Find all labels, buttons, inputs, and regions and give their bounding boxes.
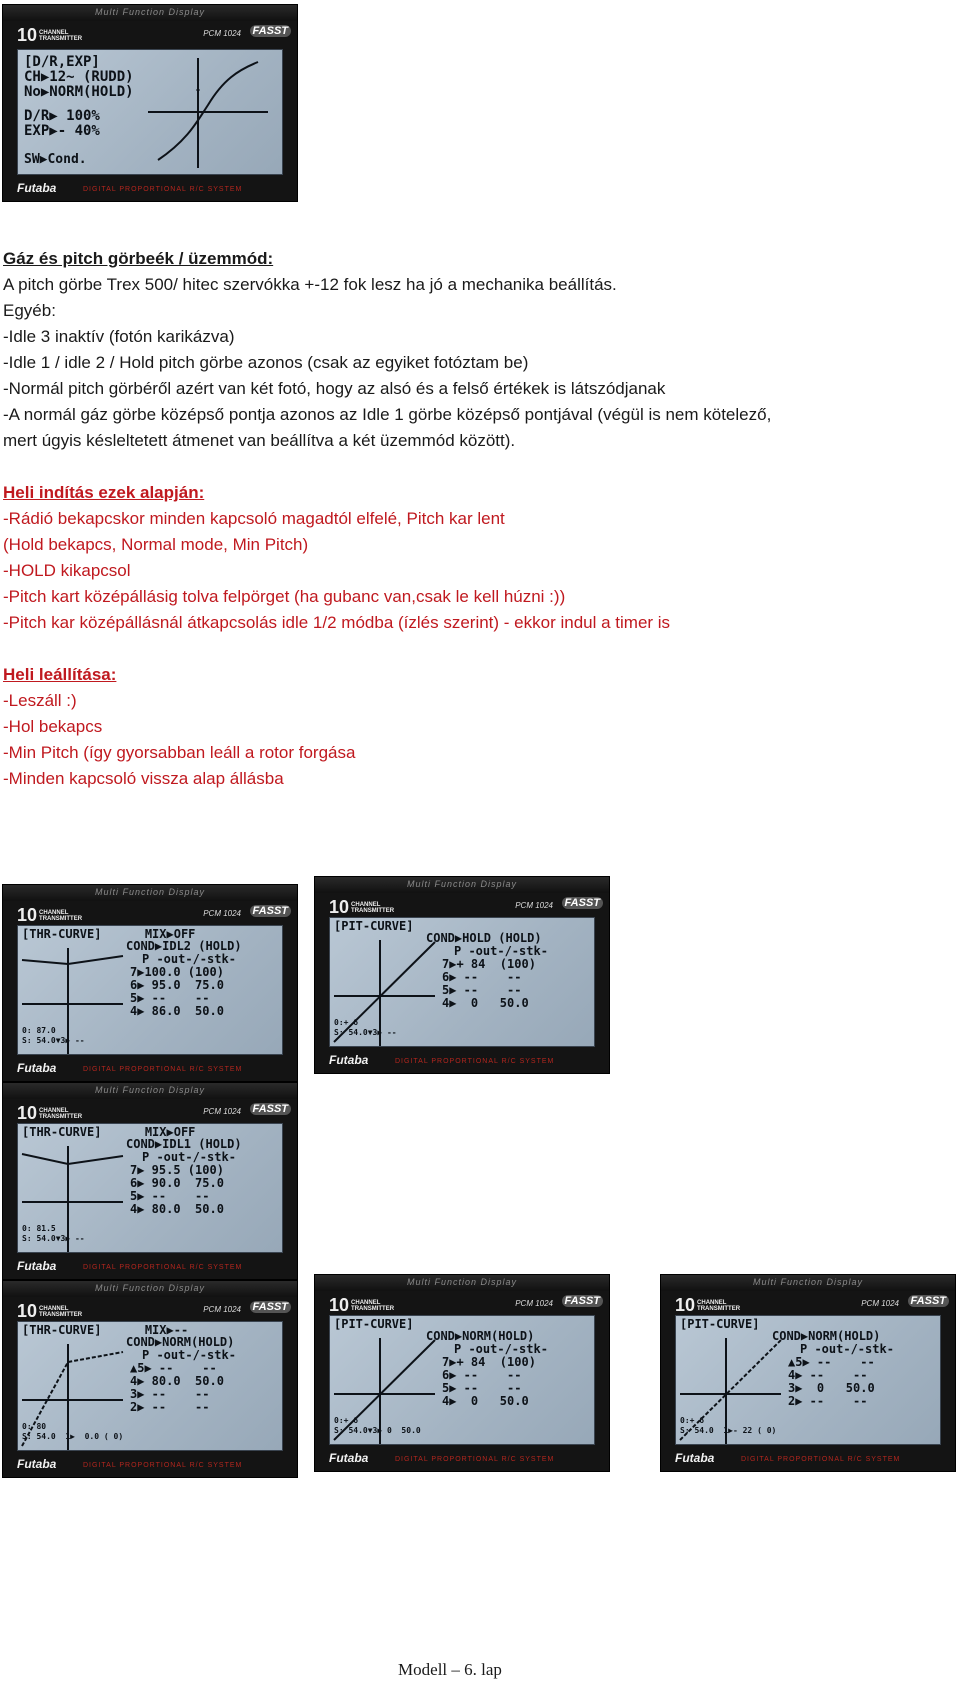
pcm-label: PCM 1024 bbox=[203, 909, 241, 918]
bezel bbox=[661, 1275, 955, 1291]
channel-badge bbox=[329, 897, 401, 918]
lcd-screen bbox=[675, 1315, 941, 1445]
lcd-line: COND▶NORM(HOLD) bbox=[126, 1335, 235, 1349]
paragraph: -Idle 1 / idle 2 / Hold pitch görbe azonos (csak az egyiket fotóztam be) bbox=[3, 353, 529, 372]
lcd-line: COND▶HOLD (HOLD) bbox=[426, 931, 542, 945]
pcm-label: PCM 1024 bbox=[861, 1299, 899, 1308]
channel-sub: CHANNEL TRANSMITTER bbox=[351, 1300, 395, 1313]
futaba-logo: Futaba bbox=[17, 1259, 57, 1273]
lcd-line: 5▶ -- -- bbox=[442, 1381, 522, 1395]
lcd-line: 7▶100.0 (100) bbox=[130, 965, 224, 979]
stop-step: -Min Pitch (így gyorsabban leáll a rotor forgása bbox=[3, 743, 356, 762]
brand-tag: DIGITAL PROPORTIONAL R/C SYSTEM bbox=[83, 1264, 243, 1271]
channel-badge bbox=[675, 1295, 747, 1316]
lcd-line: COND▶IDL1 (HOLD) bbox=[126, 1137, 242, 1151]
fasst-logo: FASST bbox=[908, 1295, 949, 1307]
lcd-line: [THR-CURVE] MIX▶OFF bbox=[22, 927, 196, 941]
photo-pit-curve-norm-upper bbox=[314, 1274, 610, 1472]
fasst-logo: FASST bbox=[250, 905, 291, 917]
channel-number: 10 bbox=[329, 897, 350, 917]
photo-dr-exp bbox=[2, 4, 298, 202]
lcd-screen bbox=[329, 917, 595, 1047]
lcd-line: P -out-/-stk- bbox=[454, 944, 548, 958]
lcd-line: 4▶ 0 50.0 bbox=[442, 996, 529, 1010]
photo-thr-curve-idl2 bbox=[2, 884, 298, 1082]
lcd-line: [PIT-CURVE] bbox=[334, 1317, 414, 1331]
lcd-line: 6▶ 90.0 75.0 bbox=[130, 1176, 224, 1190]
lcd-screen bbox=[17, 925, 283, 1055]
fasst-logo: FASST bbox=[250, 1103, 291, 1115]
page-number: Modell – 6. lap bbox=[398, 1660, 502, 1679]
lcd-line: 7▶ 95.5 (100) bbox=[130, 1163, 224, 1177]
lcd-line: COND▶IDL2 (HOLD) bbox=[126, 939, 242, 953]
lcd-line: 5▶ -- -- bbox=[130, 991, 210, 1005]
bezel bbox=[3, 1281, 297, 1297]
lcd-line: S: 54.0 1▶ 0.0 ( 0) bbox=[22, 1432, 124, 1441]
lcd-line: 0:+ 6 bbox=[334, 1416, 359, 1425]
channel-number: 10 bbox=[329, 1295, 350, 1315]
lcd-line: S: 54.0 1▶- 22 ( 0) bbox=[680, 1426, 777, 1435]
channel-sub: CHANNEL TRANSMITTER bbox=[39, 1306, 83, 1319]
lcd-line: 4▶ 80.0 50.0 bbox=[130, 1202, 224, 1216]
paragraph: -A normál gáz görbe középső pontja azonos az Idle 1 görbe középső pontjával (végül is nem kötelező, bbox=[3, 405, 772, 424]
lcd-line: P -out-/-stk- bbox=[800, 1342, 894, 1356]
heading-start: Heli indítás ezek alapján: bbox=[3, 483, 205, 502]
lcd-line: 4▶ 80.0 50.0 bbox=[130, 1374, 224, 1388]
lcd-line: SW▶Cond. bbox=[24, 152, 87, 167]
bezel bbox=[3, 885, 297, 901]
lcd-line: 6▶ -- -- bbox=[442, 1368, 522, 1382]
paragraph: -Idle 3 inaktív (fotón karikázva) bbox=[3, 327, 235, 346]
bezel-label: Multi Function Display bbox=[94, 1085, 206, 1095]
lcd-screen bbox=[17, 1321, 283, 1451]
lcd-line: [PIT-CURVE] bbox=[680, 1317, 760, 1331]
lcd-line: 3▶ -- -- bbox=[130, 1387, 210, 1401]
lcd-line: 0: 87.0 bbox=[22, 1026, 56, 1035]
channel-badge bbox=[17, 1301, 89, 1322]
lcd-line: P -out-/-stk- bbox=[454, 1342, 548, 1356]
lcd-line: 6▶ 95.0 75.0 bbox=[130, 978, 224, 992]
pcm-label: PCM 1024 bbox=[203, 1107, 241, 1116]
futaba-logo: Futaba bbox=[17, 181, 57, 195]
channel-number: 10 bbox=[17, 1103, 38, 1123]
bezel-label: Multi Function Display bbox=[406, 1277, 518, 1287]
lcd-line: S: 54.0▼3▶ -- bbox=[22, 1234, 85, 1243]
channel-sub: CHANNEL TRANSMITTER bbox=[39, 910, 83, 923]
lcd-line: S: 54.0▼3▶ -- bbox=[334, 1028, 397, 1037]
lcd-line: S: 54.0▼3▶ 0 50.0 bbox=[334, 1426, 421, 1435]
lcd-screen bbox=[17, 1123, 283, 1253]
photo-thr-curve-norm bbox=[2, 1280, 298, 1478]
brand-tag: DIGITAL PROPORTIONAL R/C SYSTEM bbox=[395, 1058, 555, 1065]
lcd-line: 2▶ -- -- bbox=[788, 1394, 868, 1408]
lcd-line: P -out-/-stk- bbox=[142, 952, 236, 966]
heading-stop: Heli leállítása: bbox=[3, 665, 117, 684]
channel-sub: CHANNEL TRANSMITTER bbox=[351, 902, 395, 915]
stop-step: -Hol bekapcs bbox=[3, 717, 103, 736]
futaba-logo: Futaba bbox=[329, 1451, 369, 1465]
lcd-line: [PIT-CURVE] bbox=[334, 919, 414, 933]
lcd-line: ▲5▶ -- -- bbox=[788, 1355, 875, 1369]
start-step: -HOLD kikapcsol bbox=[3, 561, 131, 580]
paragraph: -Normál pitch görbéről azért van két fotó, hogy az alsó és a felső értékek is látszódjanak bbox=[3, 379, 666, 398]
lcd-line: S: 54.0▼3▶ -- bbox=[22, 1036, 85, 1045]
channel-badge bbox=[17, 25, 89, 46]
lcd-line: 2▶ -- -- bbox=[130, 1400, 210, 1414]
channel-number: 10 bbox=[675, 1295, 696, 1315]
lcd-line: [THR-CURVE] MIX▶-- bbox=[22, 1323, 189, 1337]
pcm-label: PCM 1024 bbox=[203, 29, 241, 38]
start-step: -Pitch kart középállásig tolva felpörget (ha gubanc van,csak le kell húzni :)) bbox=[3, 587, 566, 606]
paragraph: A pitch görbe Trex 500/ hitec szervókka +-12 fok lesz ha jó a mechanika beállítás. bbox=[3, 275, 617, 294]
brand-tag: DIGITAL PROPORTIONAL R/C SYSTEM bbox=[395, 1456, 555, 1463]
lcd-line: [D/R,EXP] bbox=[24, 54, 100, 70]
bezel-label: Multi Function Display bbox=[94, 7, 206, 17]
lcd-line: 7▶+ 84 (100) bbox=[442, 1355, 536, 1369]
lcd-line: 3▶ 0 50.0 bbox=[788, 1381, 875, 1395]
channel-sub: CHANNEL TRANSMITTER bbox=[39, 1108, 83, 1121]
lcd-line: 5▶ -- -- bbox=[442, 983, 522, 997]
lcd-line: [THR-CURVE] MIX▶OFF bbox=[22, 1125, 196, 1139]
page-footer bbox=[0, 1660, 960, 1680]
channel-badge bbox=[17, 905, 89, 926]
bezel-label: Multi Function Display bbox=[94, 1283, 206, 1293]
bezel bbox=[3, 1083, 297, 1099]
fasst-logo: FASST bbox=[250, 1301, 291, 1313]
bezel bbox=[315, 1275, 609, 1291]
channel-sub: CHANNEL TRANSMITTER bbox=[39, 30, 83, 43]
paragraph: mert úgyis késleltetett átmenet van beállítva a két üzemmód között). bbox=[3, 431, 516, 450]
heading-curves: Gáz és pitch görbeék / üzemmód: bbox=[3, 249, 274, 268]
lcd-line: 5▶ -- -- bbox=[130, 1189, 210, 1203]
lcd-line: 6▶ -- -- bbox=[442, 970, 522, 984]
photo-thr-curve-idl1 bbox=[2, 1082, 298, 1280]
channel-badge bbox=[17, 1103, 89, 1124]
lcd-line: 0: 81.5 bbox=[22, 1224, 56, 1233]
pcm-label: PCM 1024 bbox=[203, 1305, 241, 1314]
lcd-line: 4▶ 86.0 50.0 bbox=[130, 1004, 224, 1018]
brand-tag: DIGITAL PROPORTIONAL R/C SYSTEM bbox=[83, 1462, 243, 1469]
bezel-label: Multi Function Display bbox=[752, 1277, 864, 1287]
bezel bbox=[315, 877, 609, 893]
lcd-line: P -out-/-stk- bbox=[142, 1348, 236, 1362]
lcd-line: 7▶+ 84 (100) bbox=[442, 957, 536, 971]
brand-tag: DIGITAL PROPORTIONAL R/C SYSTEM bbox=[83, 1066, 243, 1073]
lcd-line: 0: 80 bbox=[22, 1422, 47, 1431]
lcd-line: 4▶ -- -- bbox=[788, 1368, 868, 1382]
lcd-line: No▶NORM(HOLD) bbox=[24, 84, 134, 100]
lcd-line: COND▶NORM(HOLD) bbox=[426, 1329, 535, 1343]
brand-tag: DIGITAL PROPORTIONAL R/C SYSTEM bbox=[83, 186, 243, 193]
lcd-line: ▲5▶ -- -- bbox=[130, 1361, 217, 1375]
stop-step: -Leszáll :) bbox=[3, 691, 77, 710]
channel-number: 10 bbox=[17, 1301, 38, 1321]
lcd-line: CH▶12̴ (RUDD) bbox=[24, 69, 134, 85]
start-step: -Rádió bekapcskor minden kapcsoló magadtól elfelé, Pitch kar lent bbox=[3, 509, 505, 528]
channel-number: 10 bbox=[17, 905, 38, 925]
lcd-line: EXP▶- 40% bbox=[24, 123, 100, 139]
lcd-line: 4▶ 0 50.0 bbox=[442, 1394, 529, 1408]
lcd-line: D/R▶ 100% bbox=[24, 108, 100, 124]
channel-badge bbox=[329, 1295, 401, 1316]
lcd-screen bbox=[329, 1315, 595, 1445]
futaba-logo: Futaba bbox=[329, 1053, 369, 1067]
fasst-logo: FASST bbox=[562, 1295, 603, 1307]
bezel bbox=[3, 5, 297, 21]
channel-sub: CHANNEL TRANSMITTER bbox=[697, 1300, 741, 1313]
futaba-logo: Futaba bbox=[675, 1451, 715, 1465]
lcd-line: 0:+ 6 bbox=[680, 1416, 705, 1425]
photo-pit-curve-hold bbox=[314, 876, 610, 1074]
stop-step: -Minden kapcsoló vissza alap állásba bbox=[3, 769, 284, 788]
fasst-logo: FASST bbox=[250, 25, 291, 37]
paragraph: Egyéb: bbox=[3, 301, 56, 320]
brand-tag: DIGITAL PROPORTIONAL R/C SYSTEM bbox=[741, 1456, 901, 1463]
pcm-label: PCM 1024 bbox=[515, 901, 553, 910]
start-step: -Pitch kar középállásnál átkapcsolás idle 1/2 módba (ízlés szerint) - ekkor indul a timer is bbox=[3, 613, 671, 632]
bezel-label: Multi Function Display bbox=[94, 887, 206, 897]
channel-number: 10 bbox=[17, 25, 38, 45]
lcd-line: P -out-/-stk- bbox=[142, 1150, 236, 1164]
futaba-logo: Futaba bbox=[17, 1061, 57, 1075]
fasst-logo: FASST bbox=[562, 897, 603, 909]
lcd-screen bbox=[17, 49, 283, 175]
bezel-label: Multi Function Display bbox=[406, 879, 518, 889]
photo-pit-curve-norm-lower bbox=[660, 1274, 956, 1472]
lcd-line: 0:+ 6 bbox=[334, 1018, 359, 1027]
lcd-line: COND▶NORM(HOLD) bbox=[772, 1329, 881, 1343]
pcm-label: PCM 1024 bbox=[515, 1299, 553, 1308]
futaba-logo: Futaba bbox=[17, 1457, 57, 1471]
start-step: (Hold bekapcs, Normal mode, Min Pitch) bbox=[3, 535, 309, 554]
